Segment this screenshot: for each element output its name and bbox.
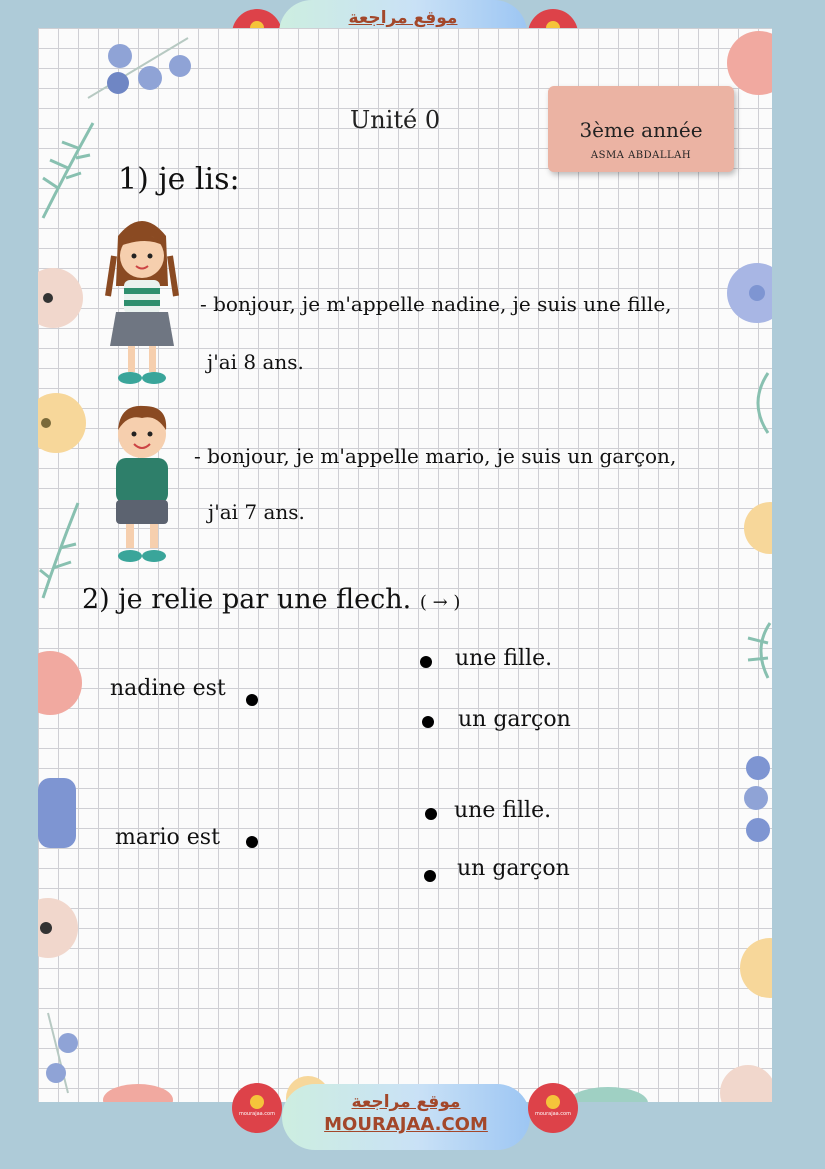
match-dot-option-fille-2[interactable]	[425, 808, 437, 820]
girl-dialogue-line1: - bonjour, je m'appelle nadine, je suis une fille,	[200, 292, 672, 316]
leaf-decoration-icon-3	[738, 368, 772, 438]
berries-decoration-icon	[68, 28, 208, 118]
pink-flower-decoration-icon-2	[698, 1048, 772, 1102]
match-dot-mario[interactable]	[246, 836, 258, 848]
blue-flower-decoration-icon-2	[722, 243, 772, 343]
match-option-fille-2: une fille.	[454, 798, 552, 823]
match-subject-nadine: nadine est	[110, 676, 226, 701]
boy-dialogue-line1: - bonjour, je m'appelle mario, je suis un garçon,	[194, 444, 677, 468]
class-level: 3ème année	[579, 118, 703, 142]
match-dot-nadine[interactable]	[246, 694, 258, 706]
blue-flower-decoration-icon	[38, 768, 88, 858]
match-dot-option-fille-1[interactable]	[420, 656, 432, 668]
boy-illustration-icon	[100, 400, 184, 570]
girl-dialogue-line2: j'ai 8 ans.	[207, 350, 304, 374]
pink-flower-decoration-icon	[38, 888, 88, 968]
site-latin-name-bottom[interactable]: MOURAJAA.COM	[324, 1114, 488, 1135]
yellow-flower-decoration-icon-3	[738, 913, 772, 1033]
section2-heading	[82, 584, 460, 615]
level-card	[548, 86, 734, 172]
match-dot-option-garcon-2[interactable]	[424, 870, 436, 882]
section2-instruction: 2) je relie par une flech.	[82, 584, 412, 615]
red-flower-decoration-icon	[38, 638, 88, 728]
berries-decoration-icon-3	[736, 748, 772, 858]
red-flower-decoration-icon-3	[98, 1078, 178, 1102]
match-option-garcon-2: un garçon	[457, 856, 570, 881]
unit-title: Unité 0	[350, 106, 441, 134]
leaf-decoration-icon	[38, 118, 98, 228]
match-dot-option-garcon-1[interactable]	[422, 716, 434, 728]
match-option-garcon-1: un garçon	[458, 707, 571, 732]
leaf-decoration-icon-2	[38, 498, 88, 608]
site-arabic-name-bottom[interactable]: موقع مراجعة	[351, 1092, 461, 1112]
match-subject-mario: mario est	[115, 825, 220, 850]
match-option-fille-1: une fille.	[455, 646, 553, 671]
yellow-flower-decoration-icon	[38, 378, 88, 468]
girl-illustration-icon	[102, 216, 182, 396]
berries-decoration-icon-2	[38, 1008, 98, 1098]
site-badge-right-bottom: mourajaa.com	[528, 1083, 578, 1133]
arrow-hint: ( → )	[419, 592, 461, 613]
boy-dialogue-line2: j'ai 7 ans.	[208, 500, 305, 524]
author-name: ASMA ABDALLAH	[590, 150, 692, 161]
flower-decoration-icon	[38, 258, 88, 338]
yellow-flower-decoration-icon-2	[740, 488, 772, 568]
site-badge-left-bottom: mourajaa.com	[232, 1083, 282, 1133]
site-banner-bottom[interactable]	[282, 1084, 530, 1150]
section1-heading: 1) je lis:	[118, 162, 240, 197]
site-arabic-name[interactable]: موقع مراجعة	[348, 8, 458, 28]
leaf-decoration-icon-4	[738, 613, 772, 683]
